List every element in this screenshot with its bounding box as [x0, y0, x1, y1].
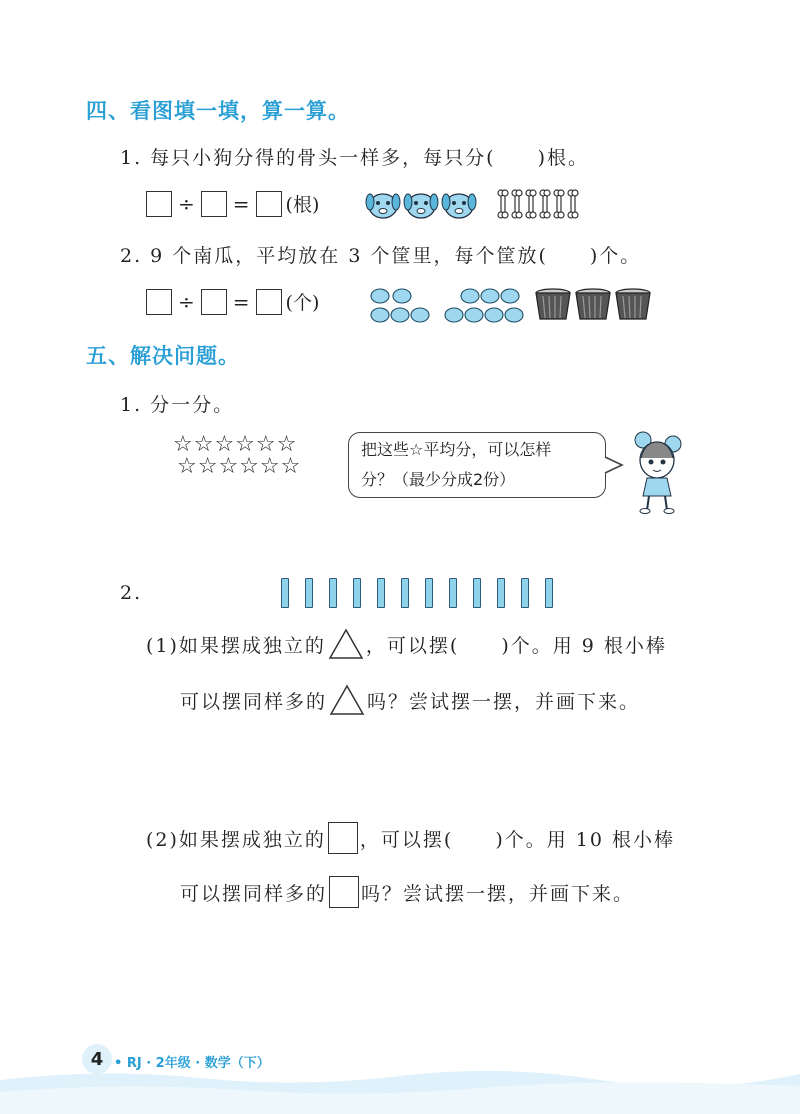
divide-sign: ÷ [178, 191, 195, 216]
equation-4-1 [146, 190, 319, 217]
stick [329, 578, 337, 608]
question-4-1: 1. 每只小狗分得的骨头一样多，每只分( )根。 [120, 147, 589, 169]
answer-box[interactable] [146, 191, 172, 217]
stars-row: ☆☆☆☆☆☆ [173, 432, 298, 457]
divide-sign: ÷ [178, 289, 195, 314]
question-4-2: 2. 9 个南瓜，平均放在 3 个筐里，每个筐放( )个。 [120, 245, 642, 267]
bones-illustration [495, 188, 590, 220]
pumpkin-icon [393, 289, 411, 303]
bone-icon [554, 190, 564, 218]
answer-box[interactable] [256, 191, 282, 217]
bone-icon [568, 190, 578, 218]
part-2-text-a: (2)如果摆成独立的 [146, 828, 326, 851]
pumpkin-icon [485, 308, 503, 322]
puppy-icon [404, 194, 438, 218]
pumpkin-icon [465, 308, 483, 322]
pumpkin-icon [445, 308, 463, 322]
pumpkin-icon [481, 289, 499, 303]
answer-box[interactable] [146, 289, 172, 315]
pumpkin-icon [461, 289, 479, 303]
answer-box[interactable] [201, 289, 227, 315]
triangle-icon [328, 628, 364, 660]
part-1-text-c: 可以摆同样多的 [180, 690, 328, 713]
bone-icon [498, 190, 508, 218]
square-icon [329, 876, 359, 908]
equals-sign: = [232, 289, 250, 314]
part-1-line-2 [180, 684, 640, 716]
unit-label: (根) [285, 194, 320, 216]
puppy-icon [366, 194, 400, 218]
bone-icon [540, 190, 550, 218]
basket-icon [536, 289, 570, 319]
speech-bubble [348, 432, 606, 498]
stick [281, 578, 289, 608]
stick [353, 578, 361, 608]
pumpkin-icon [391, 308, 409, 322]
pumpkins-illustration-2 [440, 286, 525, 326]
stick [449, 578, 457, 608]
question-5-1: 1. 分一分。 [120, 394, 235, 416]
part-2-line-2 [180, 876, 634, 908]
section-5-title: 五、解决问题。 [86, 344, 240, 368]
baskets-illustration [535, 288, 655, 324]
footer-text: • RJ · 2年级 · 数学（下） [114, 1056, 270, 1071]
pumpkin-icon [371, 308, 389, 322]
bubble-line: 分？（最少分成2份） [361, 470, 516, 489]
part-2-text-c: 可以摆同样多的 [180, 882, 328, 905]
equals-sign: = [232, 191, 250, 216]
bubble-line: 把这些☆平均分，可以怎样 [361, 440, 552, 459]
stick [545, 578, 553, 608]
basket-icon [576, 289, 610, 319]
stick [425, 578, 433, 608]
bubble-tail [604, 455, 624, 475]
equation-4-2 [146, 288, 319, 315]
unit-label: (个) [285, 292, 320, 314]
answer-box[interactable] [201, 191, 227, 217]
bone-icon [512, 190, 522, 218]
basket-icon [616, 289, 650, 319]
pumpkin-icon [411, 308, 429, 322]
part-2-text-b: ，可以摆( )个。用 10 根小棒 [359, 828, 676, 851]
question-5-2: 2. [120, 582, 143, 604]
stars-group [173, 434, 301, 478]
part-2-line-1 [146, 822, 675, 854]
bone-icon [526, 190, 536, 218]
pumpkin-icon [371, 289, 389, 303]
stick [521, 578, 529, 608]
part-2-text-d: 吗？尝试摆一摆，并画下来。 [361, 882, 635, 905]
puppy-icon [442, 194, 476, 218]
puppies-illustration [365, 184, 485, 224]
square-icon [328, 822, 358, 854]
part-1-text-d: 吗？尝试摆一摆，并画下来。 [367, 690, 641, 713]
stick [497, 578, 505, 608]
triangle-icon [329, 684, 365, 716]
answer-box[interactable] [256, 289, 282, 315]
stick [377, 578, 385, 608]
girl-character [625, 430, 685, 514]
pumpkin-icon [505, 308, 523, 322]
stick [305, 578, 313, 608]
stick [473, 578, 481, 608]
page-number: 4 [82, 1044, 112, 1074]
part-1-text-b: ，可以摆( )个。用 9 根小棒 [365, 634, 667, 657]
part-1-text-a: (1)如果摆成独立的 [146, 634, 326, 657]
part-1-line-1 [146, 628, 667, 660]
stars-row: ☆☆☆☆☆☆ [177, 454, 302, 479]
section-4-title: 四、看图填一填，算一算。 [86, 99, 350, 123]
pumpkins-illustration-1 [368, 286, 448, 326]
pumpkin-icon [501, 289, 519, 303]
stick [401, 578, 409, 608]
